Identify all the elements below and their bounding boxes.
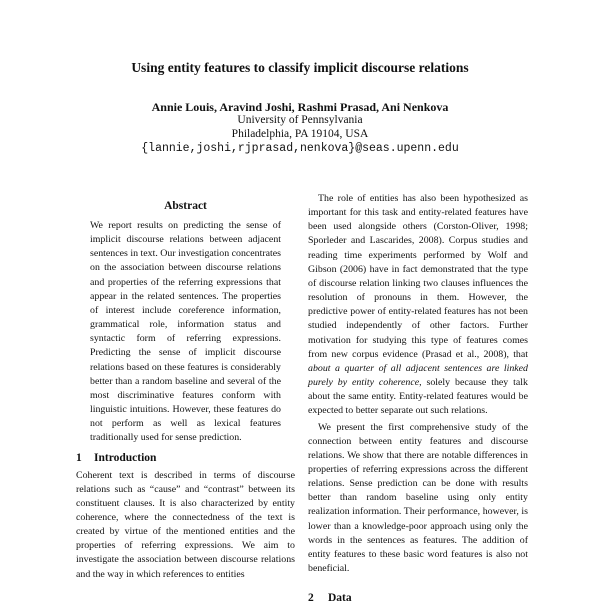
right-paragraph-1-emphasis: about a quarter of all adjacent sentences are linked purely by entity coherence xyxy=(308,362,528,389)
right-paragraph-1-end: , solely because they talk about the same entity. Entity-related features would be expected to better separate out such relations. xyxy=(308,377,528,417)
author-emails: {lannie,joshi,rjprasad,nenkova}@seas.upenn.edu xyxy=(141,142,459,155)
introduction-number: 1 xyxy=(76,451,82,464)
abstract-heading: Abstract xyxy=(164,200,207,212)
affiliation-university: University of Pennsylvania xyxy=(237,114,363,126)
right-column xyxy=(308,192,528,576)
right-paragraph-1-start: The role of entities has also been hypothesized as important for this task and entity-related features have been used alongside others (Corston-Oliver, 1998; Sporleder and Lascarides, 2008). Corpus studies and reading time experiments performed by Wolf and Gibson (2006) have in fact demonstrated that the type of discourse relation linking two clauses influences the resolution of pronouns in them. However, the predictive power of entity-related features has not been studied independently of other factors. Further motivation for studying this type of features comes from new corpus evidence (Prasad et al., 2008), that xyxy=(308,193,528,360)
affiliation-address: Philadelphia, PA 19104, USA xyxy=(231,128,369,140)
author-list: Annie Louis, Aravind Joshi, Rashmi Prasad, Ani Nenkova xyxy=(151,100,449,114)
data-section-heading xyxy=(308,591,352,605)
introduction-paragraph: Coherent text is described in terms of discourse relations such as “cause” and “contrast” between its constituent clauses. It is also characterized by entity coherence, where the connectedness of the text is created by virtue of the mentioned entities and the properties of referring expressions. We aim to investigate the association between discourse relations and the way in which references to entities xyxy=(76,469,295,580)
data-section-title: Data xyxy=(328,592,352,604)
data-section-number: 2 xyxy=(308,592,314,604)
introduction-heading xyxy=(76,451,295,465)
introduction-title: Introduction xyxy=(94,451,157,464)
right-paragraph-1 xyxy=(308,192,528,419)
paper-title: Using entity features to classify implicit discourse relations xyxy=(131,60,469,75)
right-paragraph-2: We present the first comprehensive study of the connection between entity features and discourse relations. We show that there are notable differences in properties of referring expressions across the different relations. Sense prediction can be done with results better than random baseline using only entity realization information. Their performance, however, is lower than a knowledge-poor approach using only the words in the sentences as features. The addition of entity features to these basic word features is also not beneficial. xyxy=(308,421,528,575)
left-column xyxy=(76,199,295,582)
abstract-text: We report results on predicting the sense of implicit discourse relations between adjacent sentences in text. Our investigation concentrates on the association between discourse relations and properties of the referring expressions that appear in the related sentences. The properties of interest include coreference information, grammatical role, information status and syntactic form of referring expressions. Predicting the sense of implicit discourse relations based on these features is considerably better than a random baseline and several of the most discriminative features conform with linguistic intuitions. However, these features do not perform as well as lexical features traditionally used for sense prediction. xyxy=(90,220,281,444)
